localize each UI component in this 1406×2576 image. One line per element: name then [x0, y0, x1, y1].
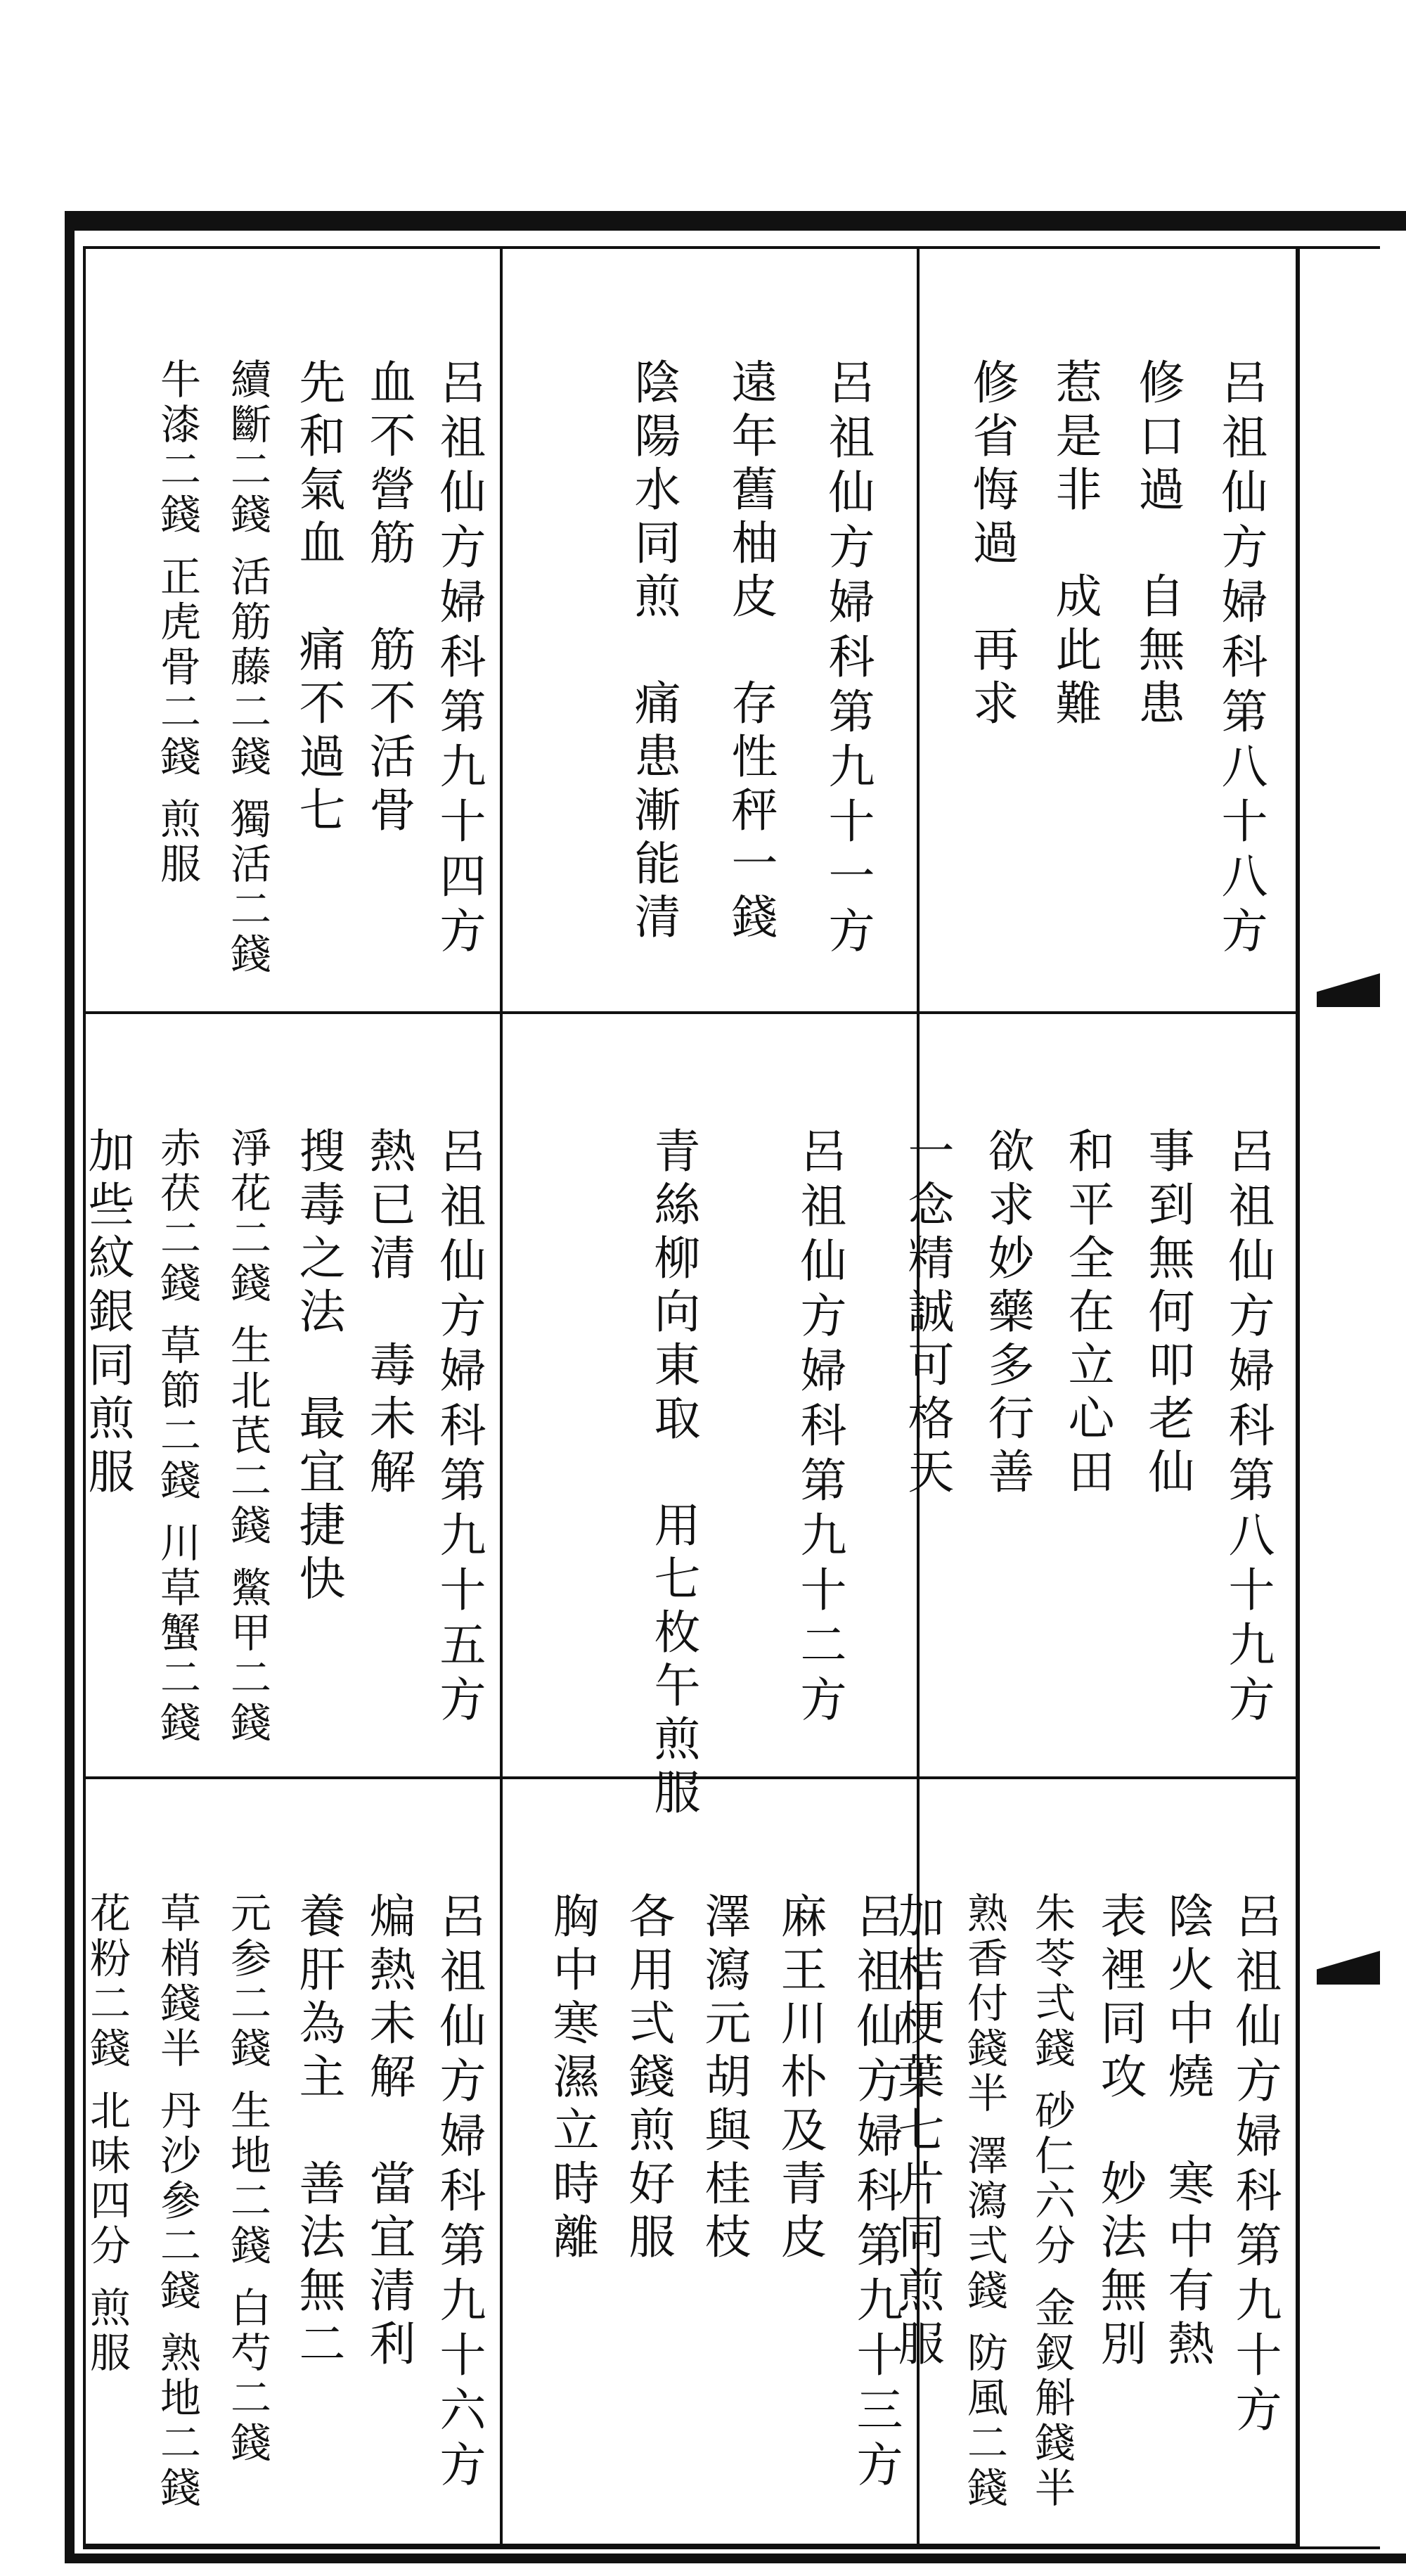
verse-line: 煸熱未解 當宜清利	[361, 1892, 415, 2373]
prescription-title: 呂祖仙方婦科第九十六方	[432, 1892, 486, 2495]
ingredient-line: 熟香付錢半 澤瀉弍錢 防風二錢	[960, 1892, 1008, 2511]
prescription-title: 呂祖仙方婦科第九十四方	[432, 358, 486, 961]
edge-tab-marker	[1317, 973, 1380, 1007]
panel-prescription-91	[503, 249, 920, 1014]
panel-prescription-94	[86, 249, 503, 1014]
ingredient-line: 朱苓弍錢 砂仁六分 金釵斛錢半	[1028, 1892, 1076, 2511]
prescription-title: 呂祖仙方婦科第九十二方	[792, 1127, 846, 1730]
verse-line: 先和氣血 痛不過七	[291, 358, 345, 839]
prescription-title: 呂祖仙方婦科第八十九方	[1220, 1127, 1275, 1730]
verse-line: 搜毒之法 最宜捷快	[291, 1127, 345, 1608]
verse-line: 一念精誠可格天	[900, 1127, 954, 1501]
verse-line: 陰陽水同煎 痛患漸能清	[626, 358, 681, 946]
panel-prescription-89	[900, 1014, 1298, 1779]
ingredient-line: 元参二錢 生地二錢 白芍二錢	[224, 1892, 271, 2466]
inner-frame	[80, 246, 1380, 2549]
panel-prescription-93	[503, 1779, 920, 2546]
verse-line: 各用弍錢煎好服	[621, 1892, 675, 2266]
page-edge-strip	[1297, 249, 1380, 2546]
panel-prescription-95	[80, 1014, 503, 1779]
ingredient-line: 牛漆二錢 正虎骨二錢 煎服	[153, 358, 201, 887]
instruction-line: 加些紋銀同煎服	[80, 1127, 134, 1501]
panel-prescription-92	[503, 1014, 920, 1821]
page-frame	[65, 211, 1406, 2563]
verse-line: 欲求妙藥多行善	[980, 1127, 1034, 1501]
verse-line: 血不營筋 筋不活骨	[361, 358, 415, 839]
ingredient-line: 淨花二錢 生北芪二錢 鱉甲二錢	[224, 1127, 271, 1746]
verse-line: 麻王川朴及青皮	[773, 1892, 827, 2266]
panel-prescription-88	[920, 249, 1298, 1014]
verse-line: 澤瀉元胡與桂枝	[697, 1892, 751, 2266]
prescription-title: 呂祖仙方婦科第八十八方	[1213, 358, 1268, 961]
ingredient-line: 草梢錢半 丹沙參二錢 熟地二錢	[153, 1892, 201, 2511]
ingredient-line: 花粉二錢 北味四分 煎服	[83, 1892, 131, 2376]
prescription-title: 呂祖仙方婦科第九十一方	[820, 358, 875, 961]
verse-line: 熱已清 毒未解	[361, 1127, 415, 1501]
edge-tab-marker	[1317, 1951, 1380, 1985]
verse-line: 修口過 自無患	[1130, 358, 1185, 732]
instruction-line: 加桔梗葉七片同煎服	[890, 1892, 944, 2373]
prescription-title: 呂祖仙方婦科第九十五方	[432, 1127, 486, 1730]
ingredient-line: 赤茯二錢 草節二錢 川草蟹二錢	[153, 1127, 201, 1746]
verse-line: 陰火中燒 寒中有熱	[1160, 1892, 1214, 2373]
prescription-grid	[80, 249, 1298, 2546]
verse-line: 事到無何叩老仙	[1140, 1127, 1194, 1501]
verse-line: 惹是非 成此難	[1047, 358, 1102, 732]
verse-line: 養肝為主 善法無二	[291, 1892, 345, 2373]
verse-line: 和平全在立心田	[1060, 1127, 1114, 1501]
ingredient-line: 續斷二錢 活筋藤二錢 獨活二錢	[224, 358, 271, 978]
verse-line: 表裡同攻 妙法無別	[1092, 1892, 1147, 2373]
verse-line: 遠年舊柚皮 存性秤一錢	[723, 358, 778, 946]
verse-line: 修省悔過 再求	[965, 358, 1019, 732]
verse-line: 青絲柳向東取 用七枚午煎服	[646, 1127, 700, 1821]
prescription-title: 呂祖仙方婦科第九十三方	[849, 1892, 903, 2495]
panel-prescription-96	[83, 1779, 503, 2546]
prescription-title: 呂祖仙方婦科第九十方	[1227, 1892, 1282, 2440]
verse-line: 胸中寒濕立時離	[545, 1892, 599, 2266]
panel-prescription-90	[890, 1779, 1298, 2546]
